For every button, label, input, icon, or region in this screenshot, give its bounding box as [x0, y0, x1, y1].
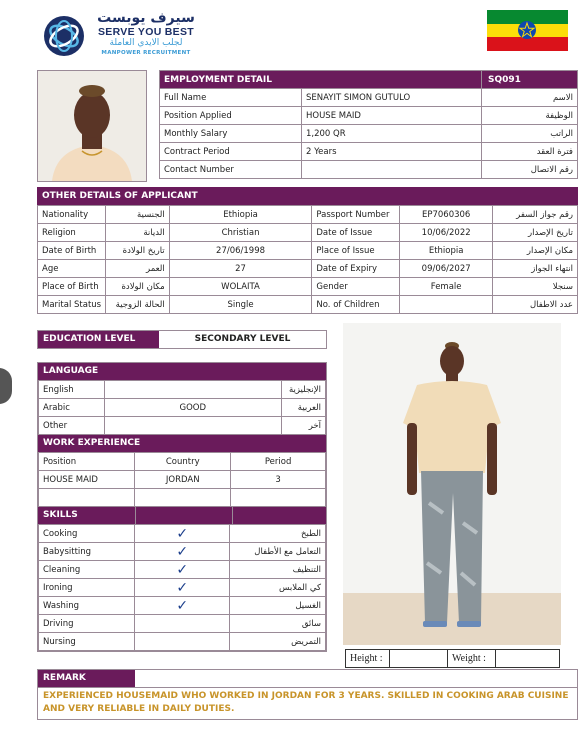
detail-value: Female: [399, 278, 492, 296]
employment-field-value: SENAYIT SIMON GUTULO: [302, 89, 482, 107]
detail-label-arabic: الحالة الزوجية: [106, 296, 170, 314]
other-details-title: OTHER DETAILS OF APPLICANT: [37, 187, 578, 205]
skill-name: Nursing: [39, 633, 135, 651]
detail-value: Ethiopia: [169, 206, 312, 224]
detail-label-arabic: مكان الإصدار: [493, 242, 578, 260]
height-label: Height :: [346, 650, 390, 667]
work-cell: [39, 489, 135, 507]
work-column-header: Period: [231, 453, 326, 471]
language-row: [39, 381, 326, 399]
work-header-row: [39, 453, 326, 471]
employment-field-label: Monthly Salary: [160, 125, 302, 143]
ethiopia-flag: [487, 10, 568, 51]
reference-number: SQ091: [482, 71, 578, 89]
skill-name-arabic: التعامل مع الأطفال: [230, 543, 326, 561]
detail-label: Place of Birth: [38, 278, 106, 296]
detail-label-arabic: سنجلا: [493, 278, 578, 296]
flag-emblem-icon: [517, 20, 537, 40]
detail-value: WOLAITA: [169, 278, 312, 296]
skill-name-arabic: كي الملابس: [230, 579, 326, 597]
employment-field-arabic: الاسم: [482, 89, 578, 107]
detail-value: [399, 296, 492, 314]
employment-title: EMPLOYMENT DETAIL: [160, 71, 482, 89]
language-name-arabic: الإنجليزية: [282, 381, 326, 399]
skill-check-cell: [135, 633, 230, 651]
checkmark-icon: ✓: [176, 561, 189, 578]
skill-check-cell: [135, 561, 230, 579]
employment-field-arabic: فترة العقد: [482, 143, 578, 161]
employment-field-arabic: الراتب: [482, 125, 578, 143]
language-level: [104, 417, 282, 435]
work-row: [39, 471, 326, 489]
checkmark-icon: ✓: [176, 525, 189, 542]
applicant-full-body-photo: [343, 323, 561, 645]
education-label: EDUCATION LEVEL: [38, 331, 159, 348]
skill-row: [39, 543, 326, 561]
skill-row: [39, 579, 326, 597]
skill-name: Driving: [39, 615, 135, 633]
remark-title: REMARK: [38, 670, 135, 687]
skills-title: SKILLS: [38, 507, 135, 524]
detail-label: Place of Issue: [312, 242, 400, 260]
skill-row: [39, 561, 326, 579]
language-name-arabic: آخر: [282, 417, 326, 435]
language-level: GOOD: [104, 399, 282, 417]
skill-name-arabic: سائق: [230, 615, 326, 633]
language-row: [39, 399, 326, 417]
employment-field-value: 1,200 QR: [302, 125, 482, 143]
employment-row: [160, 107, 578, 125]
skill-name-arabic: الطبخ: [230, 525, 326, 543]
skill-check-cell: [135, 615, 230, 633]
language-name: Arabic: [39, 399, 105, 417]
work-cell: JORDAN: [135, 471, 231, 489]
education-value: SECONDARY LEVEL: [194, 334, 291, 344]
skill-name-arabic: التنظيف: [230, 561, 326, 579]
language-row: [39, 417, 326, 435]
detail-label: Gender: [312, 278, 400, 296]
skill-row: [39, 633, 326, 651]
detail-label: Passport Number: [312, 206, 400, 224]
detail-value: 09/06/2027: [399, 260, 492, 278]
weight-label: Weight :: [448, 650, 496, 667]
language-title: LANGUAGE: [38, 363, 326, 380]
detail-label: Nationality: [38, 206, 106, 224]
employment-field-label: Contact Number: [160, 161, 302, 179]
other-details-table: [37, 187, 578, 314]
skill-name: Babysitting: [39, 543, 135, 561]
employment-row: [160, 125, 578, 143]
detail-label: Date of Issue: [312, 224, 400, 242]
employment-field-value: [302, 161, 482, 179]
employment-field-arabic: الوظيفة: [482, 107, 578, 125]
detail-value: Ethiopia: [399, 242, 492, 260]
skill-name: Cleaning: [39, 561, 135, 579]
detail-value: Single: [169, 296, 312, 314]
language-name: English: [39, 381, 105, 399]
detail-label-arabic: الديانة: [106, 224, 170, 242]
scroll-handle[interactable]: [0, 368, 12, 404]
detail-label-arabic: مكان الولادة: [106, 278, 170, 296]
detail-label-arabic: تاريخ الولادة: [106, 242, 170, 260]
employment-row: [160, 143, 578, 161]
employment-row: [160, 89, 578, 107]
remark-text: EXPERIENCED HOUSEMAID WHO WORKED IN JORDAN FOR 3 YEARS. SKILLED IN COOKING ARAB CUISINE AND VERY RELIABLE IN DAILY DUTIES.: [43, 691, 569, 714]
detail-value: 10/06/2022: [399, 224, 492, 242]
detail-label: No. of Children: [312, 296, 400, 314]
skill-name-arabic: الغسيل: [230, 597, 326, 615]
detail-value: Christian: [169, 224, 312, 242]
skill-name-arabic: التمريض: [230, 633, 326, 651]
skill-row: [39, 525, 326, 543]
detail-label: Marital Status: [38, 296, 106, 314]
applicant-portrait-photo: [37, 70, 147, 182]
skill-row: [39, 615, 326, 633]
skill-row: [39, 597, 326, 615]
education-row: [37, 330, 327, 349]
remark-section: [37, 669, 578, 720]
logo-arabic: سيرف يوبست: [97, 10, 195, 26]
work-cell: [135, 489, 231, 507]
other-details-row: [38, 260, 578, 278]
height-value: [390, 650, 448, 667]
checkmark-icon: ✓: [176, 579, 189, 596]
detail-label: Age: [38, 260, 106, 278]
skill-check-cell: [135, 525, 230, 543]
language-name-arabic: العربية: [282, 399, 326, 417]
work-experience-title: WORK EXPERIENCE: [38, 435, 326, 452]
work-column-header: Country: [135, 453, 231, 471]
detail-label: Date of Expiry: [312, 260, 400, 278]
other-details-row: [38, 242, 578, 260]
skill-check-cell: [135, 579, 230, 597]
skill-name: Ironing: [39, 579, 135, 597]
detail-value: 27/06/1998: [169, 242, 312, 260]
employment-field-value: 2 Years: [302, 143, 482, 161]
logo-emblem-icon: [40, 14, 88, 58]
detail-label-arabic: الجنسية: [106, 206, 170, 224]
detail-label-arabic: انتهاء الجواز: [493, 260, 578, 278]
work-cell: 3: [231, 471, 326, 489]
employment-field-label: Full Name: [160, 89, 302, 107]
detail-label: Religion: [38, 224, 106, 242]
other-details-row: [38, 206, 578, 224]
other-details-row: [38, 296, 578, 314]
logo-english: SERVE YOU BEST: [97, 26, 194, 38]
employment-detail-table: [159, 70, 578, 179]
skill-name: Cooking: [39, 525, 135, 543]
weight-value: [496, 650, 559, 667]
measurements-row: [345, 649, 560, 668]
language-level: [104, 381, 282, 399]
detail-label-arabic: رقم جواز السفر: [493, 206, 578, 224]
employment-field-label: Position Applied: [160, 107, 302, 125]
logo-arabic-sub: لجلب الايدي العاملة: [109, 38, 183, 48]
employment-field-arabic: رقم الاتصال: [482, 161, 578, 179]
checkmark-icon: ✓: [176, 597, 189, 614]
detail-label-arabic: العمر: [106, 260, 170, 278]
detail-value: EP7060306: [399, 206, 492, 224]
checkmark-icon: ✓: [176, 543, 189, 560]
detail-label: Date of Birth: [38, 242, 106, 260]
employment-row: [160, 161, 578, 179]
detail-value: 27: [169, 260, 312, 278]
work-cell: HOUSE MAID: [39, 471, 135, 489]
work-cell: [231, 489, 326, 507]
detail-label-arabic: تاريخ الإصدار: [493, 224, 578, 242]
logo-sub: MANPOWER RECRUITMENT: [101, 50, 191, 56]
other-details-row: [38, 224, 578, 242]
work-row: [39, 489, 326, 507]
employment-field-value: HOUSE MAID: [302, 107, 482, 125]
left-column: [37, 362, 327, 652]
detail-label-arabic: عدد الاطفال: [493, 296, 578, 314]
company-logo: [40, 12, 200, 60]
skill-check-cell: [135, 543, 230, 561]
language-name: Other: [39, 417, 105, 435]
work-column-header: Position: [39, 453, 135, 471]
other-details-row: [38, 278, 578, 296]
skill-check-cell: [135, 597, 230, 615]
skill-name: Washing: [39, 597, 135, 615]
employment-field-label: Contract Period: [160, 143, 302, 161]
